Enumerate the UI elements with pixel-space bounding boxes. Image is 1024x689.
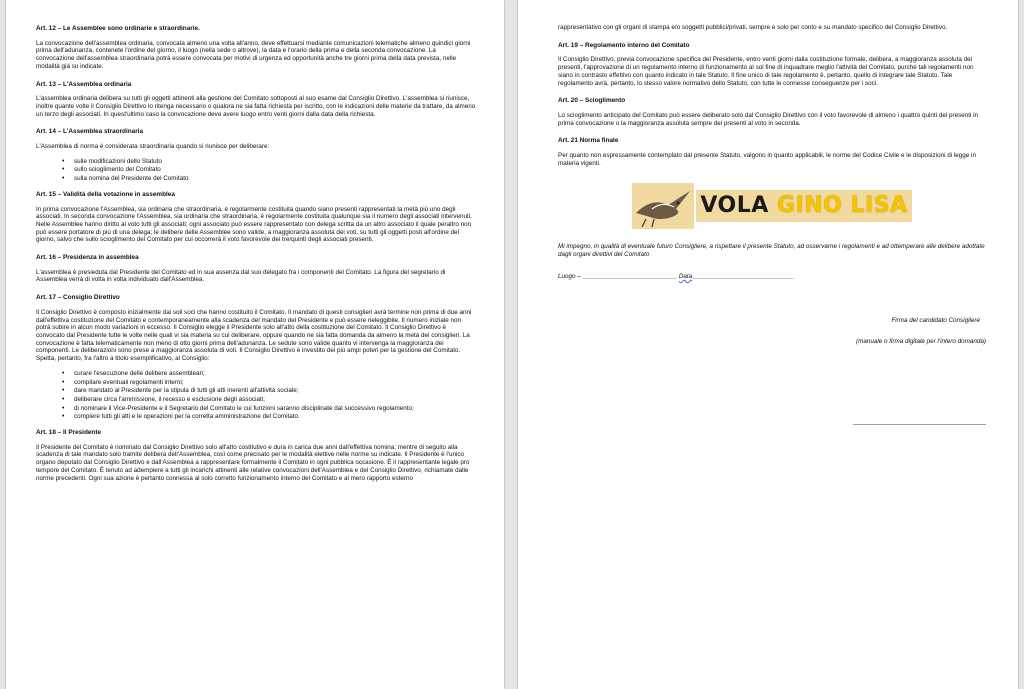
art13-text: L'assemblea ordinaria delibera su tutti gli oggetti attinenti alla gestione del Comitato sottoposti al suo esame dal Consiglio Direttivo. L'assemblea si riunisce, inoltre quante volte il Consiglio Direttivo lo ritenga necessario o qualora ne sia fatta richiesta per iscritto, con le indicazioni delle materie da trattare, da almeno un terzo degli associati. In quest'ultimo caso la convocazione deve avere luogo entro venti giorni dalla data della richiesta. [36,95,476,118]
art21-title: Art. 21 Norma finale [558,137,619,145]
list-item: • dare mandato al Presidente per la stipula di tutti gli atti inerenti all'attività sociale; [62,387,476,395]
art19-title: Art. 19 – Regolamento interno del Comitato [558,41,690,49]
art16-title: Art. 16 – Presidenza in assemblea [36,254,139,262]
art18-text: Il Presidente del Comitato è nominato dal Consiglio Direttivo solo all'atto costitutivo e dura in carica due anni dall'effettiva nomina; mentre di seguito alla scadenza di tale mandato solo tramite delibera dell'Assemblea, così come precisato per le modalità elettive nelle norme su indicate. Il Presidente è l'unico organo deputato dal Consiglio Direttivo e dall'Assemblea a rappresentare formalmente il Comitato in ogni pubblica occasione. È il rappresentante legale pro tempore del Comitato. È tenuto ad adempiere a tutti gli incarichi attinenti alle relative convocazioni dell'Assemblea e del Consiglio Direttivo, richiamate dalle norme precedenti. Ogni sua azione è pertanto connessa al solo corretto funzionamento interno del Comitato e al mero rapporto esterno [36,443,470,482]
logo-word-vola: VOLA [700,193,769,219]
list-item: • sulla nomina del Presidente del Comitato [62,175,476,183]
page-left-content [36,25,476,492]
art14-text: L'Assemblea di norma è considerata straordinaria quando si riunisce per deliberare: [36,143,270,151]
list-item: • compiere tutti gli atti e le operazioni per la corretta amministrazione del Comitato. [62,413,476,421]
date-blank: _____________________________ [692,272,794,280]
list-item: • di nominare il Vice-Presidente e il Segretario del Comitato le cui funzioni saranno disciplinate dal successivo regolamento; [62,405,476,413]
art18-title: Art. 18 – Il Presidente [36,429,101,437]
list-item: • curare l'esecuzione delle delibere assembleari; [62,370,476,378]
place-date-line [558,273,986,281]
art19-text: Il Consiglio Direttivo, previa convocazione specifica del Presidente, entro venti giorni dalla costituzione formale, delibera, a maggioranza assoluta dei presenti, l'approvazione di un regolamento interno di funzionamento al sol fine di inquadrare meglio l'attività del Comitato, purché tali regolamenti non siano in contrasto effettivo con quanto indicato in tale Statuto. Il fine unico di tale regolamento è, pertanto, quello di integrare tale Statuto. Tale regolamento avrà, pertanto, lo stesso valore normativo dello Statuto, con tutte le connesse conseguenze per i soci. [558,56,974,87]
signature-line: ______________________________________ [852,417,986,425]
art15-title: Art. 15 – Validità della votazione in assemblea [36,190,175,198]
art21-text: Per quanto non espressamente contemplato dal presente Statuto, valgono in quanto applicabili, le norme del Codice Civile e le disposizioni di legge in materia vigenti. [558,152,976,167]
signature-block [558,317,986,426]
date-label: Data [678,272,693,280]
signature-label: Firma del candidato Consigliere [891,316,980,324]
list-item: • deliberare circa l'ammissione, il recesso e esclusione degli associati; [62,396,476,404]
art12-text: La convocazione dell'assemblea ordinaria, convocata almeno una volta all'anno, deve effettuarsi mediante comunicazioni telematiche almeno quindici giorni prima dell'adunanza, contenete l'ordine del giorno, il luogo (nella sede o altrove), la data e l'orario della prima e della seconda convocazione. La convocazione dell'assemblea straordinaria potrà essere convocata per motivi di urgenza ed opportunità anche tre giorni prima della data prevista, nelle modalità già su indicate. [36,39,471,70]
logo-word-gino-lisa: GINO LISA [776,193,908,219]
document-page-right [518,0,1018,689]
art15-text: In prima convocazione l'Assemblea, sia ordinaria che straordinaria, è regolarmente costituita quando siano presenti rappresentati la metà più uno degli associati. In seconda convocazione l'Assemblea, sia ordinaria che straordinaria, è regolarmente costituita qualunque sia il numero degli associati intervenuti. Nelle Assemblee hanno diritto al voto tutti gli associati; ogni associato può essere rappresentato con delega scritta da un altro associato il quale peraltro non può essere portatore di più di una delega; le delibere delle Assemblee sono valide, a maggioranza assoluta dei voti, su tutti gli oggetti posti all'ordine del giorno, salvo che sullo scioglimento del Comitato per cui occorrerà il voto favorevole dei tre/quinti degli associati presenti. [36,205,472,244]
art17-text: Il Consiglio Direttivo è composto inizialmente dai soli soci che hanno costituito il Comitato. Il mandato di questi consiglieri avrà termine non prima di due anni dall'effettiva costituzione del Comitato e contemporaneamente alla scadenza del mandato del Presidente e può essere rieleggibile. Il numero iniziale non potrà subire in alcun modo variazioni in eccesso. Il Consiglio elegge il Presidente solo all'atto della costituzione del Comitato. Il Consiglio Direttivo è convocato dal Presidente tutte le volte nelle quali vi sia materia su cui deliberare, oppure quando ne sia fatta domanda da almeno la metà dei consiglieri. La convocazione è fatta telematicamente non meno di otto giorni prima dell'adunanza. Le sedute sono valide quanto vi intervenga la maggioranza dei componenti. Le deliberazioni sono prese a maggioranza assoluta di voti. Il Consiglio Direttivo è investito dei più ampi poteri per la gestione del Comitato. Spetta, pertanto, fra l'altro a titolo esemplificativo, al Consiglio: [36,308,472,363]
art14-title: Art. 14 – L'Assemblea straordinaria [36,128,144,136]
place-label: Luogo – [558,272,583,280]
art12-title: Art. 12 – Le Assemblee sono ordinarie e straordinarie. [36,25,200,32]
logo-wordmark [696,190,911,222]
art13-title: Art. 13 – L'Assemblea ordinaria [36,80,132,88]
place-blank: ___________________________ [582,272,678,280]
art17-title: Art. 17 – Consiglio Direttivo [36,294,120,302]
page-right-content [558,24,986,426]
art14-bullet-list [36,158,476,183]
list-item: • sullo scioglimento del Comitato [62,166,476,174]
art20-text: Lo scioglimento anticipato del Comitato può essere deliberato solo dal Consiglio Direttivo con il voto favorevole di almeno i quattro quinti dei presenti in prima convocazione o la maggioranza assoluta sempre dei presenti al voto in seconda. [558,111,979,127]
vola-gino-lisa-logo [558,183,986,229]
art16-text: L'assemblea è presieduta dal Presidente del Comitato ed in sua assenza dal suo delegato fra i componenti del Comitato. La figura del segretario di Assemblea verrà di volta in volta individuato dall'Assemblea. [36,268,446,284]
art17-bullet-list [36,370,476,421]
document-page-left [6,0,504,689]
bird-icon [632,183,694,229]
art18-continuation: rappresentativo con gli organi di stampa e/o soggetti pubblici/privati, sempre e solo per conto e su mandato specifico del Consiglio Direttivo. [558,24,948,31]
signature-note: (manuale o firma digitale per l'intero domanda) [855,338,986,346]
list-item: • sulle modificazioni dello Statuto [62,158,476,166]
art20-title: Art. 20 – Scioglimento [558,97,626,105]
list-item: • compilare eventuali regolamenti interni; [62,379,476,387]
pledge-text: Mi impegno, in qualità di eventuale futuro Consigliere, a rispettare il presente Statuto, ad osservarne i regolamenti e ad ottemperare alle delibere adottate dagli organi direttivi del Comitato [558,243,985,259]
